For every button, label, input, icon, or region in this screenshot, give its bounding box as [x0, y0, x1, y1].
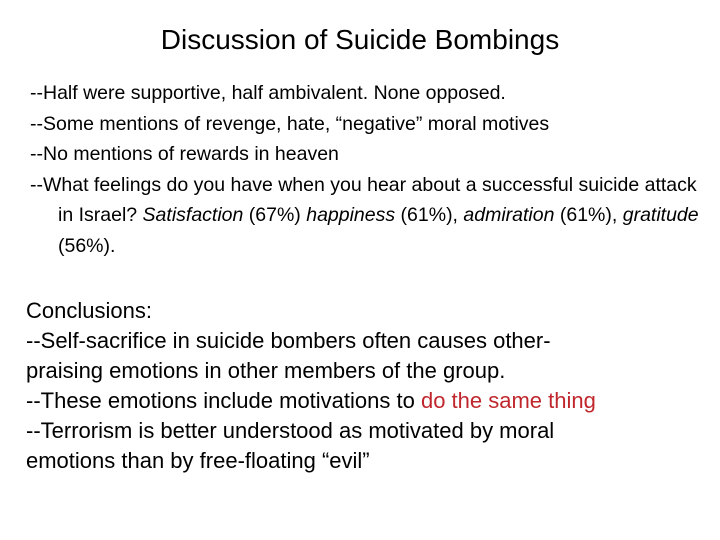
- finding-no-rewards: --No mentions of rewards in heaven: [30, 143, 339, 165]
- satisfaction-percent: (67%): [243, 204, 307, 226]
- conclusion-motivations: [26, 386, 716, 416]
- emotion-gratitude: gratitude: [622, 204, 699, 226]
- findings-list: [30, 78, 710, 261]
- conclusions-heading: Conclusions:: [26, 298, 152, 323]
- finding-feelings-question: [30, 170, 710, 262]
- admiration-percent: (61%),: [554, 204, 623, 226]
- finding-negative-motives: --Some mentions of revenge, hate, “negative” moral motives: [30, 112, 550, 135]
- emotion-admiration: admiration: [463, 204, 555, 226]
- happiness-percent: (61%),: [395, 204, 464, 226]
- conclusions-block: [26, 296, 716, 476]
- emotion-happiness: happiness: [306, 204, 396, 226]
- conclusion-self-sacrifice-line1: --Self-sacrifice in suicide bombers often causes other-: [26, 328, 551, 353]
- conclusion-self-sacrifice-line2: praising emotions in other members of the group.: [26, 358, 506, 383]
- finding-supportive: --Half were supportive, half ambivalent. None opposed.: [30, 82, 506, 104]
- highlight-same-thing: do the same thing: [420, 388, 596, 413]
- feelings-question-text: --What feelings do you have when you hear about a successful suicide attack in Israel?: [30, 173, 697, 226]
- conclusion-terrorism-line1: --Terrorism is better understood as motivated by moral: [26, 418, 555, 443]
- gratitude-percent: (56%).: [58, 234, 116, 257]
- motivations-text: --These emotions include motivations to: [26, 388, 421, 413]
- emotion-satisfaction: Satisfaction: [142, 204, 244, 226]
- slide-title: Discussion of Suicide Bombings: [160, 24, 560, 55]
- conclusion-terrorism-line2: emotions than by free-floating “evil”: [26, 448, 370, 473]
